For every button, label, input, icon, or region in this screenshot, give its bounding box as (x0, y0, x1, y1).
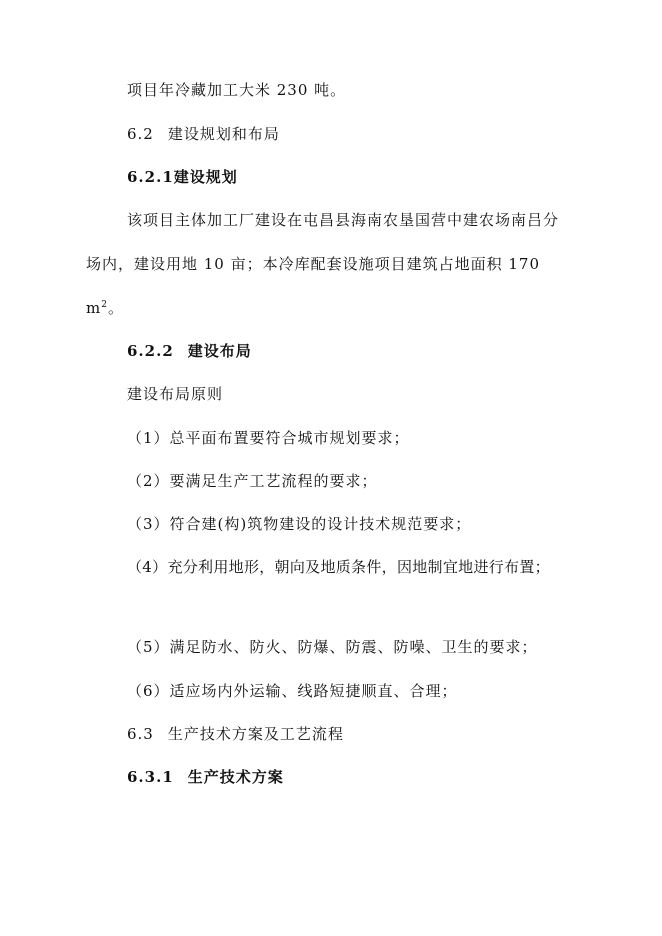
section-heading-6-2-2 (127, 341, 252, 361)
section-number: 6.3.1 (127, 768, 174, 786)
principle-text: （3）符合建(构)筑物建设的设计技术规范要求； (127, 515, 472, 533)
principle-text: （4）充分利用地形，朝向及地质条件，因地制宜地进行布置； (127, 558, 550, 576)
principle-text: （1）总平面布置要符合城市规划要求； (127, 429, 410, 447)
paragraph-text: 场内，建设用地 10 亩；本冷库配套设施项目建筑占地面积 170 (86, 255, 541, 273)
section-title: 生产技术方案 (187, 768, 284, 786)
section-heading-6-3-1 (127, 767, 284, 787)
paragraph-text: 项目年冷藏加工大米 230 吨。 (127, 81, 347, 99)
principle-item (127, 681, 458, 701)
principle-text: （6）适应场内外运输、线路短捷顺直、合理； (127, 682, 458, 700)
paragraph-location-line1 (127, 210, 559, 230)
section-title: 生产技术方案及工艺流程 (167, 725, 344, 743)
section-heading-6-2-1 (127, 167, 238, 187)
section-title: 建设规划 (173, 168, 238, 186)
principle-item (127, 557, 550, 577)
section-number: 6.3 (127, 725, 154, 743)
paragraph-text: 建设布局原则 (127, 385, 224, 403)
paragraph-end: 。 (107, 299, 124, 317)
principle-item (127, 514, 471, 534)
paragraph-cold-storage-capacity (127, 80, 346, 100)
paragraph-text: 该项目主体加工厂建设在屯昌县海南农垦国营中建农场南吕分 (127, 211, 560, 229)
principle-item (127, 428, 410, 448)
section-number: 6.2 (127, 125, 154, 143)
principle-item (127, 637, 538, 657)
section-title: 建设布局 (187, 342, 252, 360)
principle-text: （2）要满足生产工艺流程的要求； (127, 472, 378, 490)
area-unit: m (86, 299, 102, 317)
paragraph-location-line2 (86, 254, 540, 274)
section-title: 建设规划和布局 (167, 125, 280, 143)
principle-item (127, 471, 378, 491)
principles-title (127, 384, 223, 404)
area-unit-exponent: 2 (101, 300, 108, 310)
paragraph-location-line3 (86, 298, 124, 318)
section-heading-6-2 (127, 124, 280, 144)
section-number: 6.2.1 (127, 168, 174, 186)
section-heading-6-3 (127, 724, 344, 744)
principle-text: （5）满足防水、防火、防爆、防震、防噪、卫生的要求； (127, 638, 538, 656)
section-number: 6.2.2 (127, 342, 174, 360)
